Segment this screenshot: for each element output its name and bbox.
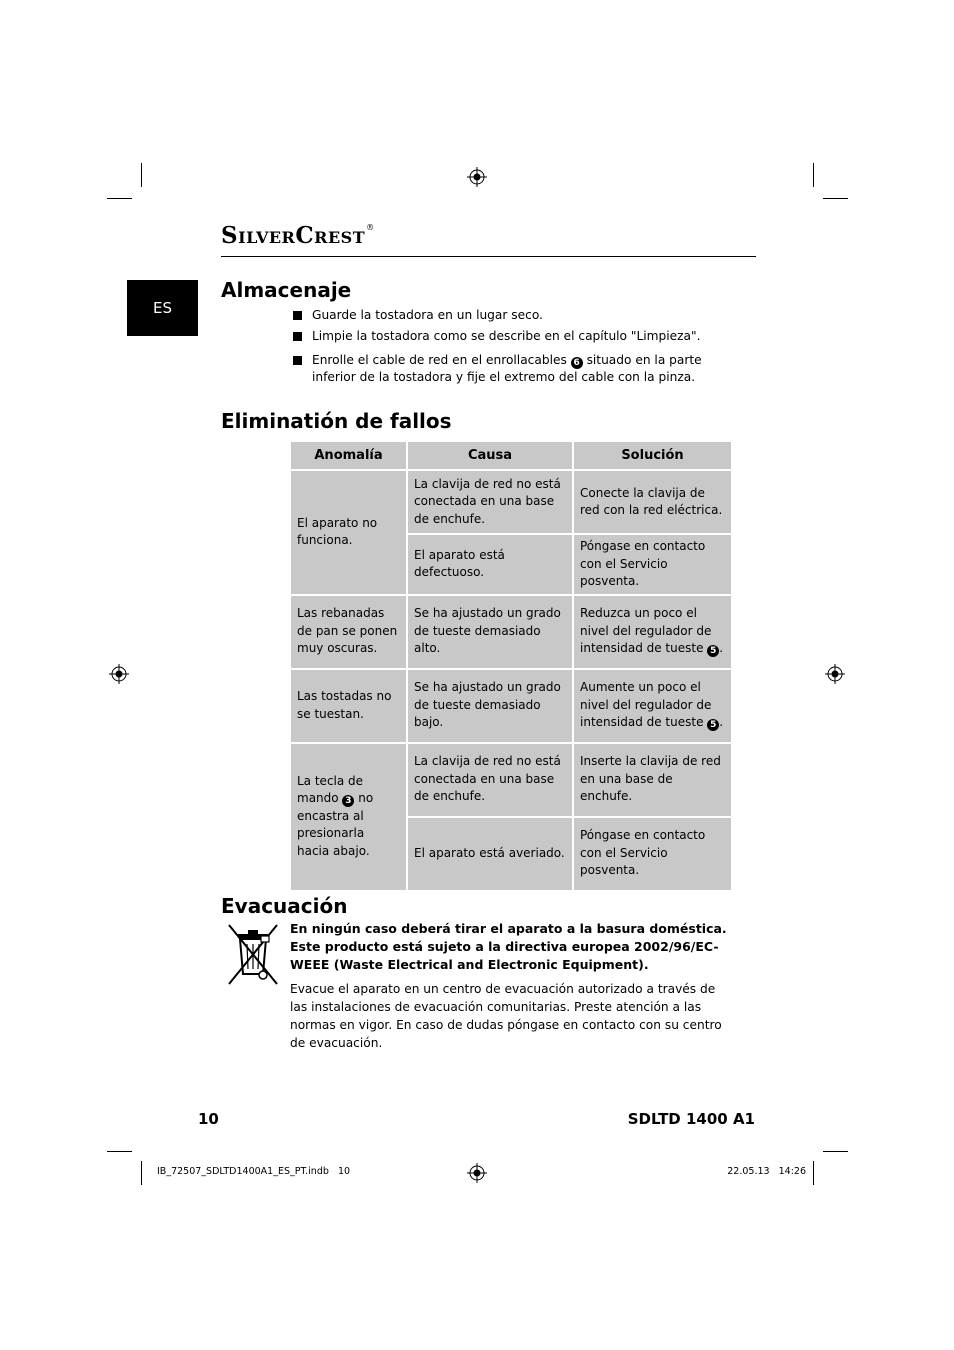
solution-cell: Reduzca un poco el nivel del regulador de intensidad de tueste 5 . (573, 595, 732, 669)
list-item: Limpie la tostadora como se describe en el capítulo "Limpieza". (293, 328, 733, 345)
part-number-badge: 5 (707, 719, 719, 731)
bullet-square-icon (293, 311, 302, 320)
registration-mark-icon (467, 167, 487, 187)
part-number-badge: 5 (707, 645, 719, 657)
section-title-disposal: Evacuación (221, 894, 348, 918)
crop-mark (107, 198, 132, 199)
crop-mark (813, 163, 814, 187)
list-item: Enrolle el cable de red en el enrollacables 6 situado en la parte inferior de la tostadora y fije el extremo del cable con la pinza. (293, 352, 733, 386)
column-header-cause: Causa (407, 441, 573, 470)
crop-mark (823, 1151, 848, 1152)
column-header-solution: Solución (573, 441, 732, 470)
cause-cell: La clavija de red no está conectada en una base de enchufe. (407, 743, 573, 817)
table-header-row (290, 441, 732, 470)
solution-cell: Póngase en contacto con el Servicio posventa. (573, 817, 732, 891)
header-rule (221, 256, 756, 257)
table-row (290, 743, 732, 817)
cause-cell: El aparato está defectuoso. (407, 534, 573, 595)
crop-mark (813, 1161, 814, 1185)
crossed-out-wheelie-bin-icon (225, 922, 281, 986)
disposal-warning: En ningún caso deberá tirar el aparato a la basura doméstica. Este producto está sujeto a la directiva europea 2002/96/EC-WEEE (Waste Electrical and Electronic Equipment). (290, 921, 727, 972)
bullet-square-icon (293, 356, 302, 365)
cause-cell: Se ha ajustado un grado de tueste demasiado alto. (407, 595, 573, 669)
troubleshooting-table (289, 440, 733, 892)
anomaly-cell: Las tostadas no se tuestan. (290, 669, 407, 743)
crop-mark (141, 163, 142, 187)
brand-logo: SilverCrest® (221, 222, 375, 249)
cause-cell: Se ha ajustado un grado de tueste demasiado bajo. (407, 669, 573, 743)
disposal-text: Evacue el aparato en un centro de evacuación autorizado a través de las instalaciones de evacuación comunitarias. Preste atención a las normas en vigor. En caso de dudas póngase en contacto con su centro de evacuación. (290, 982, 722, 1050)
list-item: Guarde la tostadora en un lugar seco. (293, 307, 733, 324)
anomaly-cell: El aparato no funciona. (290, 470, 407, 595)
crop-mark (107, 1151, 132, 1152)
crop-mark (823, 198, 848, 199)
registration-mark-icon (109, 664, 129, 684)
bullet-square-icon (293, 332, 302, 341)
table-row (290, 595, 732, 669)
solution-cell: Aumente un poco el nivel del regulador de intensidad de tueste 5 . (573, 669, 732, 743)
language-tab: ES (127, 280, 198, 336)
print-timestamp: 22.05.13 14:26 (727, 1166, 806, 1177)
crop-mark (141, 1161, 142, 1185)
table-row (290, 470, 732, 534)
part-number-badge: 3 (342, 795, 354, 807)
model-name: SDLTD 1400 A1 (627, 1110, 755, 1128)
column-header-anomaly: Anomalía (290, 441, 407, 470)
registration-mark-icon (467, 1163, 487, 1183)
storage-list (293, 307, 733, 390)
page-number: 10 (198, 1110, 219, 1128)
anomaly-cell: La tecla de mando 3 no encastra al presionarla hacia abajo. (290, 743, 407, 891)
table-row (290, 669, 732, 743)
solution-cell: Inserte la clavija de red en una base de enchufe. (573, 743, 732, 817)
registration-mark-icon (825, 664, 845, 684)
solution-cell: Conecte la clavija de red con la red eléctrica. (573, 470, 732, 534)
anomaly-cell: Las rebanadas de pan se ponen muy oscuras. (290, 595, 407, 669)
cause-cell: La clavija de red no está conectada en una base de enchufe. (407, 470, 573, 534)
solution-cell: Póngase en contacto con el Servicio posventa. (573, 534, 732, 595)
file-slug: IB_72507_SDLTD1400A1_ES_PT.indb 10 (157, 1166, 351, 1177)
section-title-storage: Almacenaje (221, 278, 352, 302)
cause-cell: El aparato está averiado. (407, 817, 573, 891)
section-title-troubleshooting: Eliminatión de fallos (221, 409, 452, 433)
part-number-badge: 6 (571, 357, 583, 369)
